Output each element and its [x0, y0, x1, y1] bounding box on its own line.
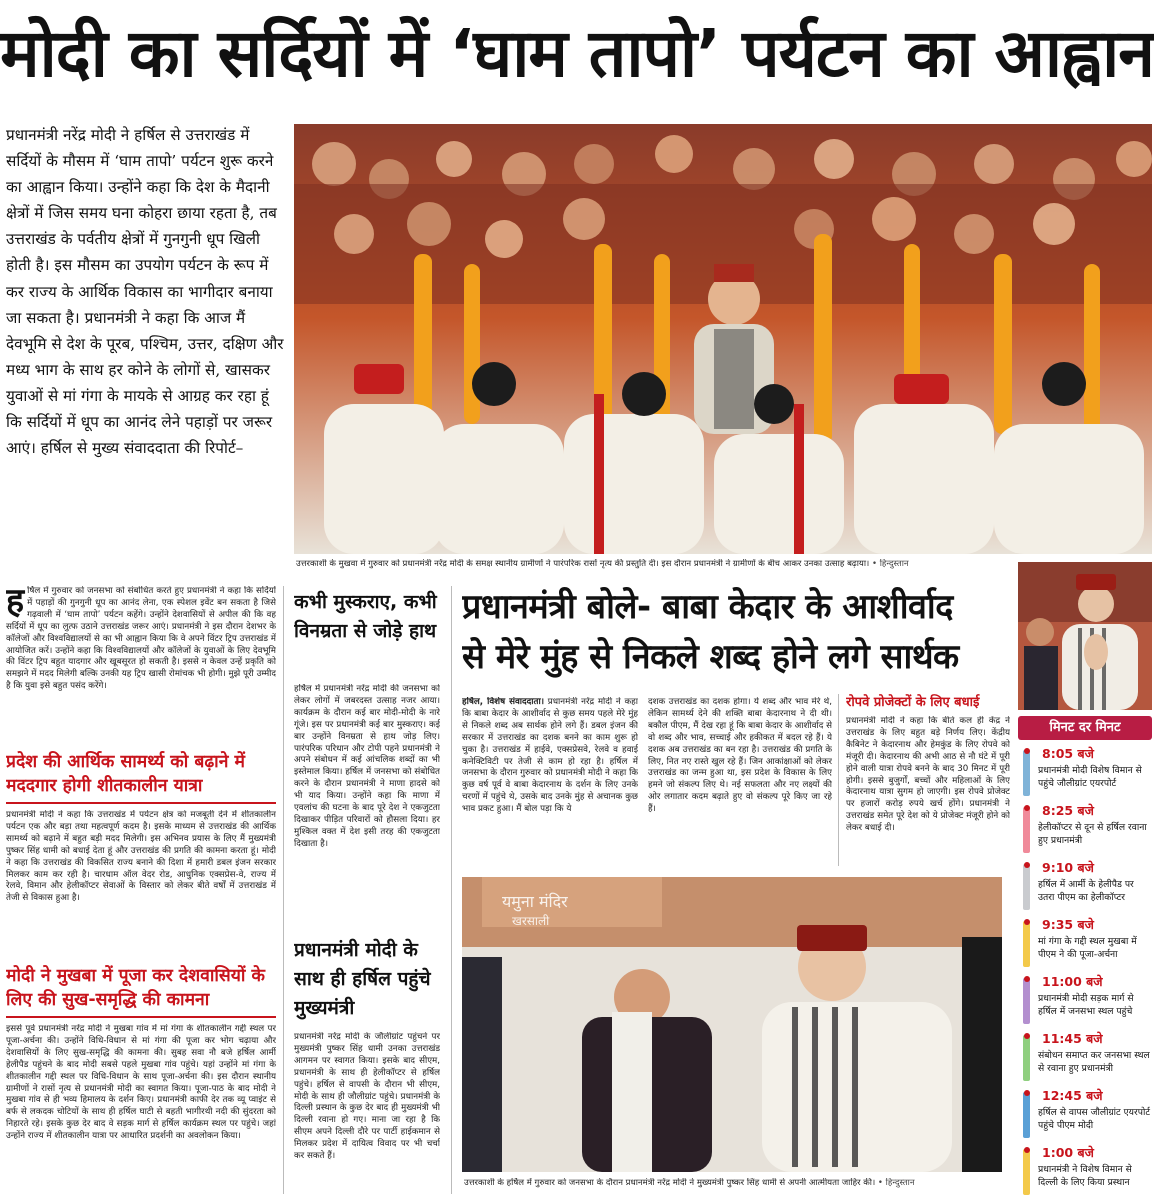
timeline-dot-icon [1024, 976, 1030, 982]
timeline-list [1018, 744, 1152, 1200]
left-para-3: इससे पूर्व प्रधानमंत्री नरेंद्र मोदी ने मुखबा गांव में मां गंगा के शीतकालीन गद्दी स्थल पर पूजा-अर्चना की। उन्होंने विधि-विधान से मां गंगा की पूजा कर भोग चढ़ाया और देशवासियों के लिए सुख-समृद्धि की कामना की। सुबह सवा नौ बजे हर्षिल आर्मी हेलीपैड पहुंचने के बाद मोदी सबसे पहले मुखबा गांव पहुंचे। यहां उन्होंने मां गंगा के शीतकालीन गद्दी स्थल पर विधि-विधान के साथ पूजा-अर्चना की। इस दौरान स्थानीय ग्रामीणों ने रासों नृत्य से प्रधानमंत्री मोदी का स्वागत किया। पूजा-पाठ के बाद मोदी ने मुखबा गांव से ही भव्य हिमालय के दर्शन किए। प्रधानमंत्री काफी देर तक व्यू प्वाइंट से बर्फ से लकदक चोटियों के साथ ही हर्षिल घाटी से बहती भागीरथी नदी की सुंदरता को निहारते रहे। इसके कुछ देर बाद वे सड़क मार्ग से हर्षिल कार्यक्रम स्थल पर पहुंचे। जहां उन्होंने राज्य में शीतकालीन यात्रा पर आधारित प्रदर्शनी का अवलोकन किया। [6, 1024, 276, 1142]
column-rule [283, 586, 284, 1194]
timeline-time: 9:35 बजे [1042, 917, 1094, 932]
timeline-dot-icon [1024, 1033, 1030, 1039]
crowd-dance-image [294, 124, 1152, 554]
timeline-color-bar [1023, 1092, 1030, 1138]
timeline-text: हेलीकॉप्टर से दून से हर्षिल रवाना हुए प्रधानमंत्री [1038, 822, 1147, 846]
timeline-color-bar [1023, 864, 1030, 910]
timeline-dot-icon [1024, 748, 1030, 754]
timeline-text: हर्षिल में आर्मी के हेलीपैड पर उतरा पीएम का हेलीकॉप्टर [1038, 879, 1134, 903]
timeline-dot-icon [1024, 862, 1030, 868]
temple-sign-line-1: यमुना मंदिर [502, 892, 568, 911]
timeline-color-bar [1023, 978, 1030, 1024]
timeline-text: प्रधानमंत्री मोदी सड़क मार्ग से हर्षिल में जनसभा स्थल पहुंचे [1038, 993, 1134, 1017]
kedar-para-1-text: प्रधानमंत्री नरेंद्र मोदी ने कहा कि बाबा केदार के आशीर्वाद से कुछ समय पहले मेरे मुंह से निकले शब्द अब सार्थक होने लगे हैं। डबल इंजन की सरकार में उत्तराखंड का दशक बनने का काम शुरू हो चुका है। उत्तराखंड में हाईवे, एक्सप्रेसवे, रेलवे व हवाई कनेक्टिविटी पर तेजी से काम हो रहा है। हर्षिल में जनसभा के दौरान गुरुवार को प्रधानमंत्री मोदी ने कहा कि कुछ वर्ष पूर्व वे बाबा केदारनाथ के दर्शन के लिए उनके चरणों में पहुंचे थे, उसके बाद उनके मुंह से अचानक कुछ भाव प्रकट हुआ। मैं बोल पड़ा कि ये [462, 697, 638, 815]
timeline-time: 9:10 बजे [1042, 860, 1094, 875]
page-headline: मोदी का सर्दियों में ‘घाम तापो’ पर्यटन का आह्वान [0, 15, 1154, 92]
timeline-time: 11:45 बजे [1042, 1031, 1103, 1046]
timeline-text: हर्षिल से वापस जौलीग्रांट एयरपोर्ट पहुंचे पीएम मोदी [1038, 1107, 1150, 1131]
photo-credit: • हिन्दुस्तान [877, 1178, 915, 1188]
timeline-item [1018, 972, 1152, 1028]
mid-head-2: प्रधानमंत्री मोदी के साथ ही हर्षिल पहुंचे मुख्यमंत्री [294, 939, 431, 1019]
timeline-text: संबोधन समाप्त कर जनसभा स्थल से रवाना हुए प्रधानमंत्री [1038, 1050, 1150, 1074]
timeline-dot-icon [1024, 919, 1030, 925]
mid-para-1: हर्षिल में प्रधानमंत्री नरेंद्र मोदी की जनसभा को लेकर लोगों में जबरदस्त उत्साह नजर आया। कार्यक्रम के दौरान कई बार मोदी-मोदी के नारे गूंजे। इस पर प्रधानमंत्री कई बार मुस्कराए। कई बार उन्होंने विनम्रता से हाथ जोड़ लिए। पारंपरिक परिधान और टोपी पहने प्रधानमंत्री ने अपने संबोधन में कई आंचलिक शब्दों का भी इस्तेमाल किया। हर्षिल में जनसभा को संबोधित करने के दौरान प्रधानमंत्री ने माणा हादसे को भी याद किया। उन्होंने कहा कि माणा में एवलांच की घटना के बाद पूरे देश ने एकजुटता दिखाकर पीड़ित परिवारों को हौसला दिया। हर मुश्किल वक्त में देश इसी तरह की एकजुटता दिखाता है। [294, 684, 440, 849]
mid-para-2: प्रधानमंत्री नरेंद्र मोदी के जौलीग्रांट पहुंचने पर मुख्यमंत्री पुष्कर सिंह धामी उनका उत्तराखंड आगमन पर स्वागत किया। इसके बाद सीएम, प्रधानमंत्री के साथ ही हेलीकॉप्टर से हर्षिल पहुंचे। हर्षिल से वापसी के दौरान भी सीएम, मोदी के साथ ही जौलीग्रांट पहुंचे। प्रधानमंत्री के दिल्ली प्रस्थान के कुछ देर बाद ही मुख्यमंत्री भी दिल्ली रवाना हो गए। माना जा रहा है कि सीएम अपने दिल्ली दौरे पर पार्टी हाईकमान से मिलकर प्रदेश में दायित्व विवाद पर भी चर्चा कर सकते हैं। [294, 1032, 440, 1162]
timeline-color-bar [1023, 1035, 1030, 1081]
timeline-item [1018, 858, 1152, 914]
caption-text: उत्तरकाशी के हर्षिल में गुरुवार को जनसभा के दौरान प्रधानमंत्री नरेंद्र मोदी ने मुख्यमंत्री पुष्कर सिंह धामी से अपनी आत्मीयता जाहिर की। [464, 1178, 876, 1188]
timeline-text: प्रधानमंत्री मोदी विशेष विमान से पहुंचे जौलीग्रांट एयरपोर्ट [1038, 765, 1142, 789]
pm-portrait-photo [1018, 562, 1152, 710]
timeline-dot-icon [1024, 1090, 1030, 1096]
caption-text: उत्तरकाशी के मुखवा में गुरुवार को प्रधानमंत्री नरेंद्र मोदी के समक्ष स्थानीय ग्रामीणों ने पारंपरिक रासों नृत्य की प्रस्तुति दी। इस दौरान प्रधानमंत्री ने ग्रामीणों के बीच आकर उनका उत्साह बढ़ाया। [296, 559, 870, 569]
timeline-color-bar [1023, 921, 1030, 967]
timeline-item [1018, 744, 1152, 800]
column-rule [838, 694, 839, 866]
timeline-title: मिनट दर मिनट [1018, 716, 1152, 740]
left-subhead-1: प्रदेश की आर्थिक सामर्थ्य को बढ़ाने में मददगार होगी शीतकालीन यात्रा [6, 752, 245, 796]
timeline-item [1018, 1029, 1152, 1085]
timeline-item [1018, 1086, 1152, 1142]
timeline-item [1018, 1143, 1152, 1199]
kedar-headline-line-1: प्रधानमंत्री बोले- बाबा केदार के आशीर्वाद [462, 587, 953, 627]
timeline-color-bar [1023, 807, 1030, 853]
photo-credit: • हिन्दुस्तान [871, 559, 909, 569]
left-para-1-text: र्षिल में गुरुवार को जनसभा को संबोधित करते हुए प्रधानमंत्री ने कहा कि सर्दियों में पहाड़ों की गुनगुनी धूप का आनंद लेना, एक स्पेशल इवेंट बन सकता है जिसे गढ़वाली में ‘घाम तापो’ पर्यटन कहेंगे। उन्होंने देशवासियों से अपील की कि वह सर्दियों में धूप का लुत्फ उठाने उत्तराखंड जरूर आएं। प्रधानमंत्री ने इस दौरान देशभर के कॉलेजों और विश्वविद्यालयों से का भी आह्वान किया कि वे अपने विंटर ट्रिप उत्तराखंड में आयोजित करें। उन्होंने कहा कि विश्वविद्यालयों और कॉलेजों के युवाओं के लिए देवभूमि की विंटर ट्रिप बहुत यादगार और खूबसूरत हो सकती है। इससे न केवल उन्हें प्रकृति को समझने में मदद मिलेगी बल्कि उनकी यह ट्रिप खासी रोमांचक भी होगी। मुझे पूरी उम्मीद है कि युवा इसे बहुत पसंद करेंगे। [6, 586, 276, 692]
kedar-para-2: दशक उत्तराखंड का दशक होगा। ये शब्द और भाव मेरे थे, लेकिन सामर्थ्य देने की शक्ति बाबा केदारनाथ ने दी थी। बकौल पीएम, मैं देख रहा हूं कि बाबा केदार के आशीर्वाद से वो शब्द और भाव, सच्चाई और हकीकत में बदल रहे हैं। ये दशक अब उत्तराखंड का बन रहा है। उत्तराखंड की प्रगति के लिए, नित नए रास्ते खुल रहे हैं। जिन आकांक्षाओं को लेकर उत्तराखंड का जन्म हुआ था, इस प्रदेश के विकास के लिए हमने जो संकल्प लिए थे। नई सफलता और नए लक्ष्यों की ओर लगातार कदम बढ़ाते हुए वो संकल्प पूरे किए जा रहे हैं। [648, 697, 832, 815]
temple-sign-line-2: खरसाली [512, 914, 550, 928]
timeline-color-bar [1023, 1149, 1030, 1195]
bottom-photo [462, 877, 1002, 1172]
timeline-time: 8:25 बजे [1042, 803, 1094, 818]
ropeway-text: प्रधानमंत्री मोदी ने कहा कि बीते कल ही केंद्र ने उत्तराखंड के लिए बहुत बड़े निर्णय लिए। केंद्रीय कैबिनेट ने केदारनाथ और हेमकुंड के लिए रोपवे को मंजूरी दी। केदारनाथ की अभी आठ से नौ घंटे में पूरी होने वाली यात्रा रोपवे बनने के बाद 30 मिनट में पूरी होगी। इससे बुजुर्गों, बच्चों और महिलाओं के लिए केदारनाथ यात्रा सुगम हो जाएगी। इस रोपवे प्रोजेक्ट पर हजारों करोड़ रुपये खर्च होंगे। प्रधानमंत्री ने उत्तराखंड समेत पूरे देश को ये प्रोजेक्ट मंजूरी होने को लेकर बधाई दी। [846, 716, 1010, 834]
dropcap: ह [6, 586, 25, 621]
timeline-item [1018, 915, 1152, 971]
main-photo [294, 124, 1152, 554]
mid-head-1: कभी मुस्कराए, कभी विनम्रता से जोड़े हाथ [294, 591, 437, 642]
timeline-dot-icon [1024, 805, 1030, 811]
column-rule [451, 586, 452, 1194]
kedar-headline-line-2: से मेरे मुंह से निकले शब्द होने लगे सार्थक [462, 637, 959, 677]
left-column [6, 586, 276, 1200]
intro-paragraph: प्रधानमंत्री नरेंद्र मोदी ने हर्षिल से उत्तराखंड में सर्दियों के मौसम में ‘घाम तापो’ पर्यटन शुरू करने का आह्वान किया। उन्होंने कहा कि देश के मैदानी क्षेत्रों में जिस समय घना कोहरा छाया रहता है, तब उत्तराखंड के पर्वतीय क्षेत्रों में गुनगुनी धूप खिली होती है। इस मौसम का उपयोग पर्यटन के रूप में कर राज्य के आर्थिक विकास का भागीदार बनाया जा सकता है। प्रधानमंत्री ने कहा कि आज मैं देवभूमि से देश के पूरब, पश्चिम, उत्तर, दक्षिण और मध्य भाग के साथ हर कोने के लोगों से, खासकर युवाओं से मां गंगा के मायके से आग्रह कर रहा हूं कि सर्दियों में धूप का आनंद लेने पहाड़ों पर जरूर आएं। हर्षिल से मुख्य संवाददाता की रिपोर्ट– [6, 126, 284, 458]
timeline-text: मां गंगा के गद्दी स्थल मुखबा में पीएम ने की पूजा-अर्चना [1038, 936, 1137, 960]
bottom-photo-caption [464, 1178, 1004, 1190]
divider [6, 1016, 276, 1018]
timeline-box [1018, 716, 1152, 1200]
left-para-2: प्रधानमंत्री मोदी ने कहा कि उत्तराखंड में पर्यटन क्षेत्र को मजबूती देने में शीतकालीन पर्यटन एक और बड़ा तथा महत्वपूर्ण कदम है। इसके माध्यम से उत्तराखंड की आर्थिक सामर्थ्य को बढ़ाने में बहुत बड़ी मदद मिलेगी। इस अभिनव प्रयास के लिए मैं मुख्यमंत्री पुष्कर सिंह धामी को बधाई देता हूं और उत्तराखंड की प्रगति की कामना करता हूं। मोदी ने कहा कि उत्तराखंड की विकसित राज्य बनाने की दिशा में हमारी डबल इंजन सरकार मिलकर काम कर रही है। चारधाम ऑल वेदर रोड, आधुनिक एक्सप्रेस-वे, राज्य में रेलवे, विमान और हेलीकॉप्टर सेवाओं के विस्तार को लेकर बीते वर्षों में उत्तराखंड में तेजी से विकास हुआ है। [6, 810, 276, 904]
dateline: हर्षिल, विशेष संवाददाता। [462, 697, 545, 707]
divider [6, 802, 276, 804]
mid-column [294, 588, 440, 1200]
kedar-para-1 [462, 697, 638, 865]
timeline-time: 1:00 बजे [1042, 1145, 1094, 1160]
left-subhead-2: मोदी ने मुखबा में पूजा कर देशवासियों के लिए की सुख-समृद्धि की कामना [6, 966, 265, 1010]
timeline-text: प्रधानमंत्री ने विशेष विमान से दिल्ली के लिए किया प्रस्थान [1038, 1164, 1132, 1188]
timeline-time: 11:00 बजे [1042, 974, 1103, 989]
left-para-1 [6, 586, 276, 742]
timeline-time: 12:45 बजे [1042, 1088, 1103, 1103]
pm-cm-greeting-image [462, 877, 1002, 1172]
timeline-color-bar [1023, 750, 1030, 796]
timeline-time: 8:05 बजे [1042, 746, 1094, 761]
pm-folded-hands-image [1018, 562, 1152, 710]
timeline-item [1018, 801, 1152, 857]
timeline-dot-icon [1024, 1147, 1030, 1153]
ropeway-title: रोपवे प्रोजेक्टों के लिए बधाई [846, 695, 980, 710]
